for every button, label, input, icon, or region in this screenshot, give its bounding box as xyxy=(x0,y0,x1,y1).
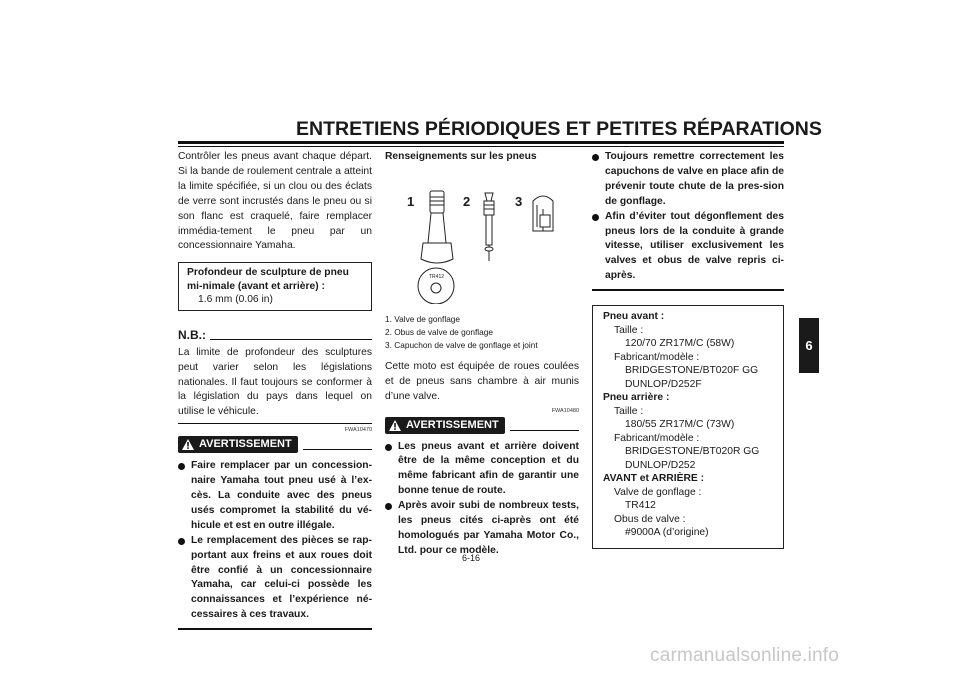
bullet-icon xyxy=(592,154,599,161)
list-item: Faire remplacer par un concession-naire Yamaha tout pneu usé à l’ex-cès. La conduite avec des pneus usés compromet la stabilité du vé-hicule et est en outre illégale. xyxy=(178,459,372,534)
nb-text: La limite de profondeur des sculptures peut varier selon les législations nationales. Il faut toujours se conformer à la législation du pays dans lequel on utilise le véhicule. xyxy=(178,346,372,418)
warning-list xyxy=(178,459,372,623)
warning-rule xyxy=(510,430,579,431)
column-1 xyxy=(178,150,372,630)
cap-stamp: TR412 xyxy=(429,273,445,280)
bullet-icon xyxy=(178,538,185,545)
figure-captions xyxy=(385,313,579,352)
rear-maker-label: Fabricant/modèle : xyxy=(614,432,700,444)
valve-core-label: Obus de valve : xyxy=(614,513,686,525)
front-maker-value: BRIDGESTONE/BT020F GG xyxy=(625,365,759,377)
caption-1: 1. Valve de gonflage xyxy=(385,313,461,324)
warning-header xyxy=(178,436,372,453)
valve-cap-icon xyxy=(533,196,553,231)
intro-paragraph: Contrôler les pneus avant chaque départ. Si la bande de roulement centrale a atteint la limite spécifiée, si un clou ou des éclats de verre sont incrustés dans le pneu ou si son flanc est craquelé, faire remplacer immédia-tement le pneu par un concessionnaire Yamaha. xyxy=(178,151,372,252)
warning-code: FWA10470 xyxy=(344,427,372,434)
column-2 xyxy=(385,150,579,559)
spec-value: 1.6 mm (0.06 in) xyxy=(198,294,273,306)
warning-label: AVERTISSEMENT xyxy=(406,418,499,431)
figure-number: 2 xyxy=(463,193,471,209)
bullet-icon xyxy=(592,214,599,221)
chapter-tab: 6 xyxy=(799,318,819,373)
nb-label: N.B.: xyxy=(178,327,206,342)
front-maker-value: DUNLOP/D252F xyxy=(625,378,702,390)
page-title: ENTRETIENS PÉRIODIQUES ET PETITES RÉPARATIONS xyxy=(296,118,822,140)
list-item: Afin d’éviter tout dégonflement des pneus lors de la conduite à grande vitesse, utiliser exclusivement les valves et obus de valve repris ci-après. xyxy=(592,210,784,285)
rear-size-label: Taille : xyxy=(614,405,644,417)
column-3 xyxy=(592,150,784,549)
bullet-icon xyxy=(385,444,392,451)
section-heading: Renseignements sur les pneus xyxy=(385,151,537,162)
bullet-icon xyxy=(178,463,185,470)
valve-core-icon xyxy=(484,193,494,261)
caption-3: 3. Capuchon de valve de gonflage et joint xyxy=(385,339,538,350)
warning-badge xyxy=(385,417,505,434)
warning-list xyxy=(592,150,784,284)
warning-badge xyxy=(178,436,298,453)
title-rule xyxy=(178,141,784,144)
front-maker-label: Fabricant/modèle : xyxy=(614,351,700,363)
rear-size-value: 180/55 ZR17M/C (73W) xyxy=(625,419,735,431)
watermark: carmanualsonline.info xyxy=(650,645,840,666)
nb-end-rule xyxy=(178,423,372,424)
warning-label: AVERTISSEMENT xyxy=(199,438,292,451)
nb-header xyxy=(178,328,372,343)
nb-rule xyxy=(210,339,372,340)
list-item: Le remplacement des pièces se rap-portant aux freins et aux roues doit être confié à un concessionnaire Yamaha, car celui-ci possède les connaissances et l’expérience né-cessaires à ces travaux. xyxy=(178,534,372,623)
front-tire-label: Pneu avant : xyxy=(603,311,665,323)
tread-depth-spec-box xyxy=(178,262,372,311)
valve-label: Valve de gonflage : xyxy=(614,486,702,498)
bullet-icon xyxy=(385,503,392,510)
front-size-label: Taille : xyxy=(614,324,644,336)
front-size-value: 120/70 ZR17M/C (58W) xyxy=(625,338,735,350)
valve-stem-icon xyxy=(421,191,453,263)
warning-rule xyxy=(303,449,372,450)
warning-list xyxy=(385,440,579,559)
warning-code: FWA10480 xyxy=(551,407,579,414)
list-item: Les pneus avant et arrière doivent être de la même conception et du même fabricant afin de garantir une bonne tenue de route. xyxy=(385,440,579,500)
rear-maker-value: DUNLOP/D252 xyxy=(625,459,696,471)
warning-header xyxy=(385,417,579,434)
list-item: Toujours remettre correctement les capuchons de valve en place afin de prévenir toute chute de la pres-sion de gonflage. xyxy=(592,150,784,210)
spec-label: Profondeur de sculpture de pneu mi-nimale (avant et arrière) : xyxy=(187,267,349,292)
tire-spec-box xyxy=(592,305,784,549)
warning-end-rule xyxy=(178,628,372,630)
valve-figure xyxy=(385,171,579,304)
valve-illustration xyxy=(385,171,579,304)
warning-icon xyxy=(389,420,401,431)
warning-icon xyxy=(182,439,194,450)
warning-end-rule xyxy=(592,289,784,291)
figure-number: 3 xyxy=(515,193,523,209)
rear-maker-value: BRIDGESTONE/BT020R GG xyxy=(625,446,760,458)
list-item: Après avoir subi de nombreux tests, les pneus cités ci-après ont été homologués par Yamaha Motor Co., Ltd. pour ce modèle. xyxy=(385,499,579,559)
rear-tire-label: Pneu arrière : xyxy=(603,392,670,404)
valve-core-value: #9000A (d’origine) xyxy=(625,527,709,539)
caption-2: 2. Obus de valve de gonflage xyxy=(385,326,493,337)
valve-value: TR412 xyxy=(625,500,656,512)
both-tires-label: AVANT et ARRIÈRE : xyxy=(603,473,705,485)
figure-number: 1 xyxy=(407,193,415,209)
page-number: 6-16 xyxy=(462,553,481,563)
tubeless-paragraph: Cette moto est équipée de roues coulées et de pneus sans chambre à air munis d’une valve. xyxy=(385,360,579,402)
title-rule-thin xyxy=(178,146,784,147)
